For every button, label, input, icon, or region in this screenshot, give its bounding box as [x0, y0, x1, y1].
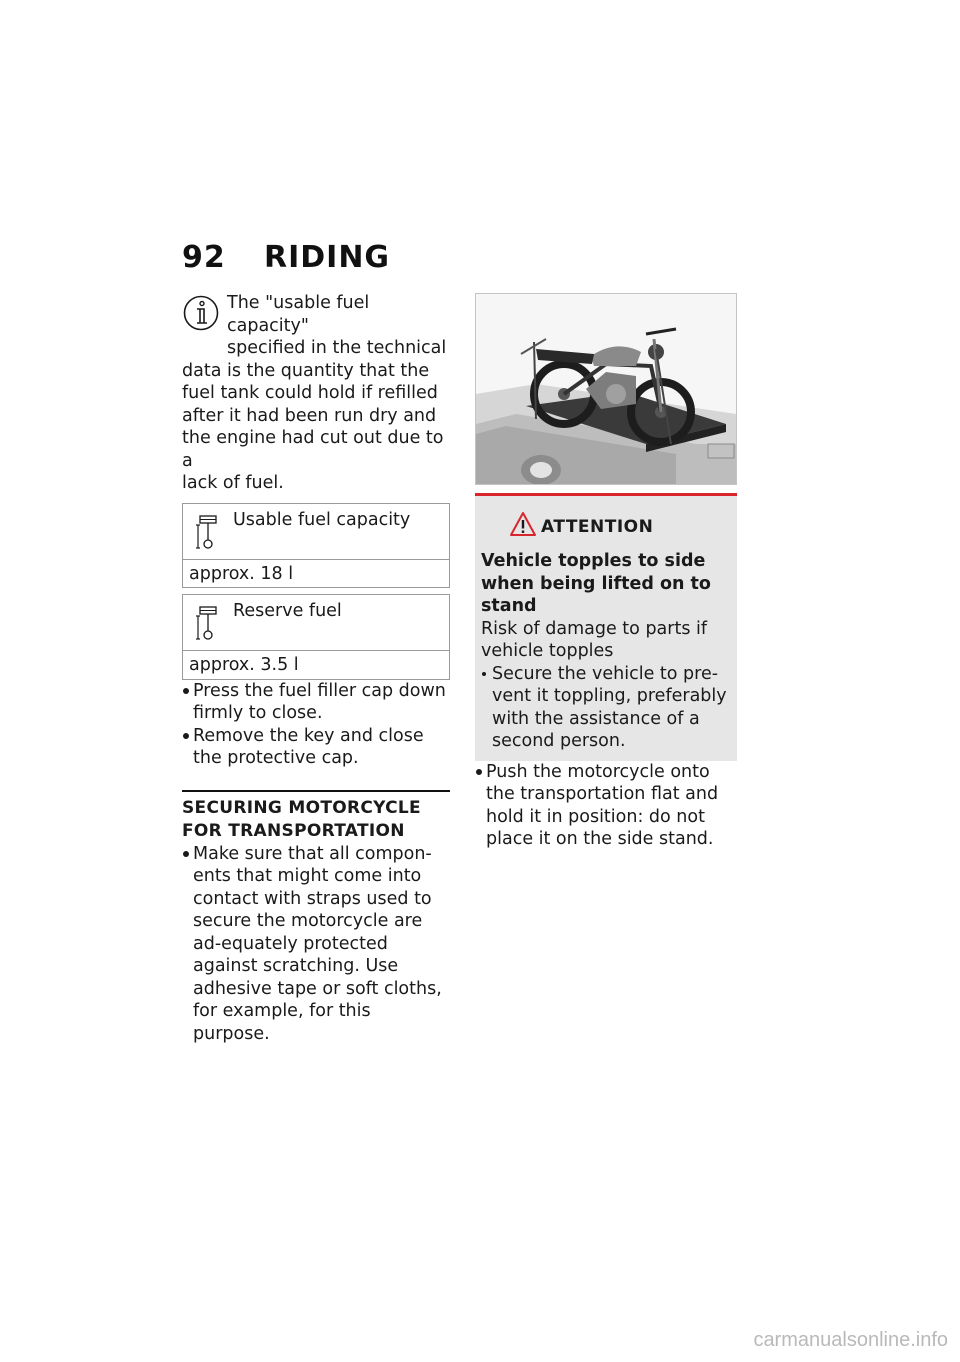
info-line: fuel tank could hold if refilled: [182, 383, 438, 403]
step-list: [182, 843, 450, 1046]
page-header: [182, 240, 390, 275]
info-line: data is the quantity that the: [182, 360, 430, 381]
warning-measures: [481, 663, 731, 753]
list-item: Secure the vehicle to pre-vent it toppling, preferably with the assistance of a second person.: [481, 663, 731, 753]
warning-risk: Risk of damage to parts if vehicle topples: [481, 618, 708, 661]
spec-label: Reserve fuel: [233, 601, 342, 621]
info-line: after it had been run dry and: [182, 405, 437, 426]
warning-triangle-icon: [509, 511, 537, 537]
info-line: the engine had cut out due to a: [182, 428, 444, 471]
spec-reserve-fuel: [182, 594, 450, 680]
spec-value: approx. 18 l: [189, 563, 294, 584]
warning-title: ATTENTION: [541, 517, 654, 537]
section-title-line: SECURING MOTORCYCLE: [182, 797, 421, 818]
spec-value: approx. 3.5 l: [189, 655, 299, 675]
step-list: [182, 680, 450, 770]
info-line: specified in the technical: [227, 338, 447, 358]
gauge-icon: [195, 514, 221, 552]
section-title-line: FOR TRANSPORTATION: [182, 820, 405, 841]
list-item: Make sure that all compon-ents that might come into contact with straps used to secure the motorcycle are ad-equately protected against scratching. Use adhesive tape or soft cloths, for example, for this purpose.: [182, 843, 450, 1046]
info-note: [182, 292, 450, 495]
spec-label: Usable fuel capacity: [233, 509, 411, 530]
info-text: [182, 292, 450, 495]
info-line: lack of fuel.: [182, 473, 284, 493]
step-list: [475, 761, 737, 851]
list-item: Press the fuel filler cap down firmly to close.: [182, 680, 450, 725]
gauge-icon: [195, 605, 221, 643]
list-item: Remove the key and close the protective cap.: [182, 725, 450, 770]
section-divider: [182, 790, 450, 792]
motorcycle-on-trailer-image: [476, 294, 736, 484]
warning-heading: Vehicle topples to side when being lifted on to stand: [481, 551, 711, 616]
warning-box: [475, 493, 737, 761]
section-title: [182, 797, 450, 843]
spec-usable-fuel: [182, 503, 450, 589]
left-column: [182, 292, 450, 1045]
watermark: carmanualsonline.info: [753, 1329, 948, 1351]
page-number: 92: [182, 240, 226, 275]
info-line: The "usable fuel capacity": [227, 293, 370, 336]
chapter-title: RIDING: [264, 240, 391, 275]
right-column: [475, 293, 737, 851]
list-item: Push the motorcycle onto the transportation flat and hold it in position: do not place it on the side stand.: [475, 761, 737, 851]
info-icon: [182, 294, 220, 332]
motorcycle-photo: [475, 293, 737, 485]
